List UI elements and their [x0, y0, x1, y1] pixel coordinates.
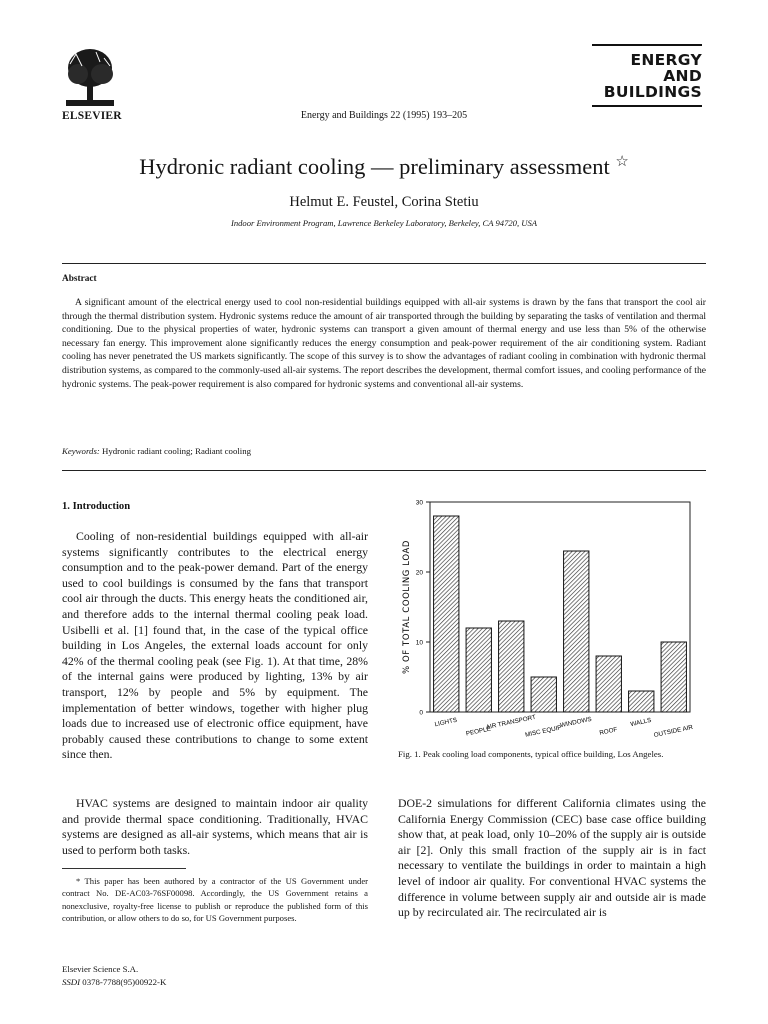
logo-line-3: BUILDINGS	[603, 83, 702, 101]
authors: Helmut E. Feustel, Corina Stetiu	[289, 194, 479, 210]
bar-outside-air	[661, 642, 686, 712]
ssdi-code: 0378-7788(95)00922-K	[82, 977, 167, 987]
keywords-label: Keywords:	[62, 446, 100, 456]
x-tick-label-0: LIGHTS	[434, 716, 458, 729]
journal-citation: Energy and Buildings 22 (1995) 193–205	[300, 110, 468, 121]
bar-roof	[596, 656, 621, 712]
paper-title	[0, 154, 768, 180]
footnote-rule	[62, 868, 186, 869]
y-tick-label-0: 0	[419, 709, 423, 717]
figure-caption: Fig. 1. Peak cooling load components, typical office building, Los Angeles.	[398, 749, 664, 759]
bar-lights	[434, 516, 459, 712]
title-text: Hydronic radiant cooling — preliminary assessment	[139, 154, 610, 179]
divider-bottom	[62, 470, 706, 471]
publisher-imprint: Elsevier Science S.A.	[62, 964, 139, 974]
x-tick-label-3: MISC EQUIP	[524, 724, 563, 739]
peak-cooling-load-chart	[385, 492, 707, 750]
elsevier-tree-logo	[64, 44, 116, 110]
affiliation: Indoor Environment Program, Lawrence Berkeley Laboratory, Berkeley, CA 94720, USA	[230, 218, 538, 228]
bar-windows	[564, 551, 589, 712]
x-tick-label-7: OUTSIDE AIR	[653, 723, 694, 740]
title-footnote-mark: ☆	[615, 154, 629, 170]
divider-top	[62, 263, 706, 264]
footnote: * This paper has been authored by a contractor of the US Government under contract No. DE-AC03-76SF00098. Accordingly, the US Government retains a nonexclusive, royalty-free license to publish or reproduce the published form of this contribution, or allow others to do so, for US Government purposes.	[62, 876, 368, 923]
x-tick-label-2: AIR TRANSPORT	[485, 713, 537, 732]
x-tick-label-5: ROOF	[598, 726, 619, 737]
publisher-name: ELSEVIER	[62, 110, 122, 122]
keywords	[62, 446, 251, 456]
ssdi-line	[62, 977, 166, 987]
section-heading: 1. Introduction	[62, 501, 131, 512]
bar-people	[466, 628, 491, 712]
x-tick-label-1: PEOPLE	[465, 725, 492, 738]
bar-air-transport	[499, 621, 524, 712]
abstract-text: A significant amount of the electrical energy used to cool non-residential buildings equipped with all-air systems is drawn by the fans that transport the cool air through the thermal distribution system. Hydronic systems reduce the amount of air transported through the building by separating the tasks of ventilation and thermal conditioning. Due to the physical properties of water, hydronic systems can transport a given amount of thermal energy and use less than 5% of the otherwise necessary fan energy. This improvement alone significantly reduces the energy consumption and peak-power requirement of the air conditioning system. Radiant cooling has never penetrated the US markets significantly. The scope of this survey is to show the advantages of radiant cooling in combination with hydronic thermal distribution systems, as compared to the commonly-used all-air systems. The report describes the development, thermal comfort issues, and cooling performance of the hydronic systems. The peak-power requirement is also compared for hydronic systems and conventional all-air systems.	[62, 297, 706, 390]
intro-paragraph-3: DOE-2 simulations for different California climates using the California Energy Commission (CEC) base case office building show that, at peak load, only 10–20% of the supply air is outside air [2]. Only this small fraction of the supply air is in fact necessary to ventilate the buildings in order to maintain a high level of indoor air quality. For conventional HVAC systems the difference in volume between supply air and outside air is made up by recirculated air. The recirculated air is	[398, 796, 706, 920]
journal-logo	[592, 44, 702, 107]
intro-paragraph-2: HVAC systems are designed to maintain indoor air quality and provide thermal space conditioning. Traditionally, HVAC systems are designed as all-air systems, which means that air is used to perform both tasks.	[62, 796, 368, 857]
y-tick-label-3: 30	[415, 499, 423, 507]
intro-paragraph-1: Cooling of non-residential buildings equipped with all-air systems significantly contributes to the electrical energy consumption and to the peak-power demand. Part of the energy used to cool buildings is consumed by the fans that transport cool air through the ducts. This energy heats the conditioned air, and therefore adds to the internal thermal cooling peak load. Usibelli et al. [1] found that, in the case of the typical office building in Los Angeles, the external loads account for only 42% of the thermal cooling peak (see Fig. 1). At that time, 28% of the internal gains were produced by lighting, 13% by air transport, 12% by people and 5% by equipment. The implementation of better windows, together with higher plug loads due to increased use of electronic office equipment, have probably caused these contributions to change to some extent since then.	[62, 529, 368, 762]
y-tick-label-2: 20	[415, 569, 423, 577]
bar-walls	[629, 691, 654, 712]
ssdi-label: SSDI	[62, 977, 81, 987]
abstract-heading: Abstract	[62, 274, 97, 284]
x-tick-label-6: WALLS	[629, 716, 652, 729]
y-axis-label: % OF TOTAL COOLING LOAD	[402, 539, 412, 675]
logo-rule-top	[592, 44, 702, 46]
logo-rule-bottom	[592, 105, 702, 107]
y-tick-label-1: 10	[415, 639, 423, 647]
logo-line-1: ENERGY	[630, 51, 702, 69]
keywords-text: Hydronic radiant cooling; Radiant cooling	[102, 446, 252, 456]
x-tick-label-4: WINDOWS	[559, 715, 593, 730]
bar-misc-equip	[531, 677, 556, 712]
logo-line-2: AND	[663, 67, 702, 85]
